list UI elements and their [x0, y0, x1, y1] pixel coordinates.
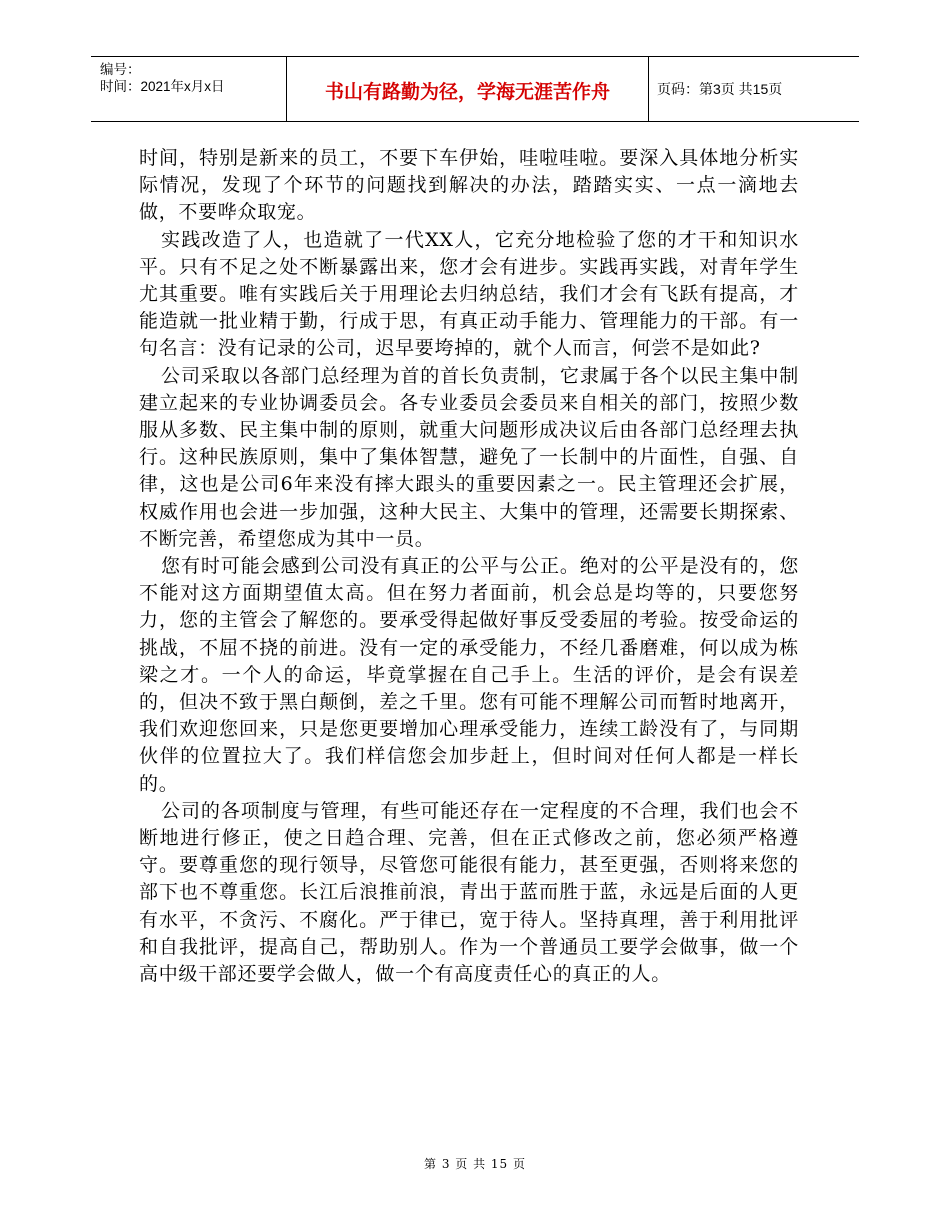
document-time-label: 时间：2021年x月x日	[100, 79, 225, 94]
header-motto: 书山有路勤为径，学海无涯苦作舟	[287, 57, 649, 121]
body-text	[139, 145, 799, 988]
page-footer: 第 3 页 共 15 页	[424, 1157, 526, 1171]
header-page-info: 页码：第3页 共15页	[657, 81, 783, 97]
paragraph-5: 公司的各项制度与管理，有些可能还存在一定程度的不合理，我们也会不断地进行修正，使之日趋合理、完善，但在正式修改之前，您必须严格遵守。要尊重您的现行领导，尽管您可能很有能力，甚至更强，否则将来您的部下也不尊重您。长江后浪推前浪，青出于蓝而胜于蓝，永远是后面的人更有水平，不贪污、不腐化。严于律已，宽于待人。坚持真理，善于利用批评和自我批评，提高自己，帮助别人。作为一个普通员工要学会做事，做一个高中级干部还要学会做人，做一个有高度责任心的真正的人。	[139, 799, 799, 986]
paragraph-4: 您有时可能会感到公司没有真正的公平与公正。绝对的公平是没有的，您不能对这方面期望值太高。但在努力者面前，机会总是均等的，只要您努力，您的主管会了解您的。要承受得起做好事反受委屈的考验。按受命运的挑战，不屈不挠的前进。没有一定的承受能力，不经几番磨难，何以成为栋梁之才。一个人的命运，毕竟掌握在自己手上。生活的评价，是会有误差的，但决不致于黑白颠倒，差之千里。您有可能不理解公司而暂时地离开，我们欢迎您回来，只是您更要增加心理承受能力，连续工龄没有了，与同期伙伴的位置拉大了。我们样信您会加步赶上，但时间对任何人都是一样长的。	[139, 555, 799, 795]
paragraph-1: 时间，特别是新来的员工，不要下车伊始，哇啦哇啦。要深入具体地分析实际情况，发现了个环节的问题找到解决的办法，踏踏实实、一点一滴地去做，不要哗众取宠。	[139, 147, 799, 224]
header-meta-cell	[91, 57, 287, 121]
paragraph-3: 公司采取以各部门总经理为首的首长负责制，它隶属于各个以民主集中制建立起来的专业协调委员会。各专业委员会委员来自相关的部门，按照少数服从多数、民主集中制的原则，就重大问题形成决议后由各部门总经理去执行。这种民族原则，集中了集体智慧，避免了一长制中的片面性，自强、自律，这也是公司6年来没有摔大跟头的重要因素之一。民主管理还会扩展，权威作用也会进一步加强，这种大民主、大集中的管理，还需要长期探索、不断完善，希望您成为其中一员。	[139, 364, 799, 550]
paragraph-2: 实践改造了人，也造就了一代XX人，它充分地检验了您的才干和知识水平。只有不足之处不断暴露出来，您才会有进步。实践再实践，对青年学生尤其重要。唯有实践后关于用理论去归纳总结，我们才会有飞跃有提高，才能造就一批业精于勤，行成于思，有真正动手能力、管理能力的干部。有一句名言：没有记录的公司，迟早要垮掉的，就个人而言，何尝不是如此?	[139, 228, 799, 360]
document-number-label: 编号：	[100, 62, 141, 77]
page-header	[91, 56, 859, 122]
